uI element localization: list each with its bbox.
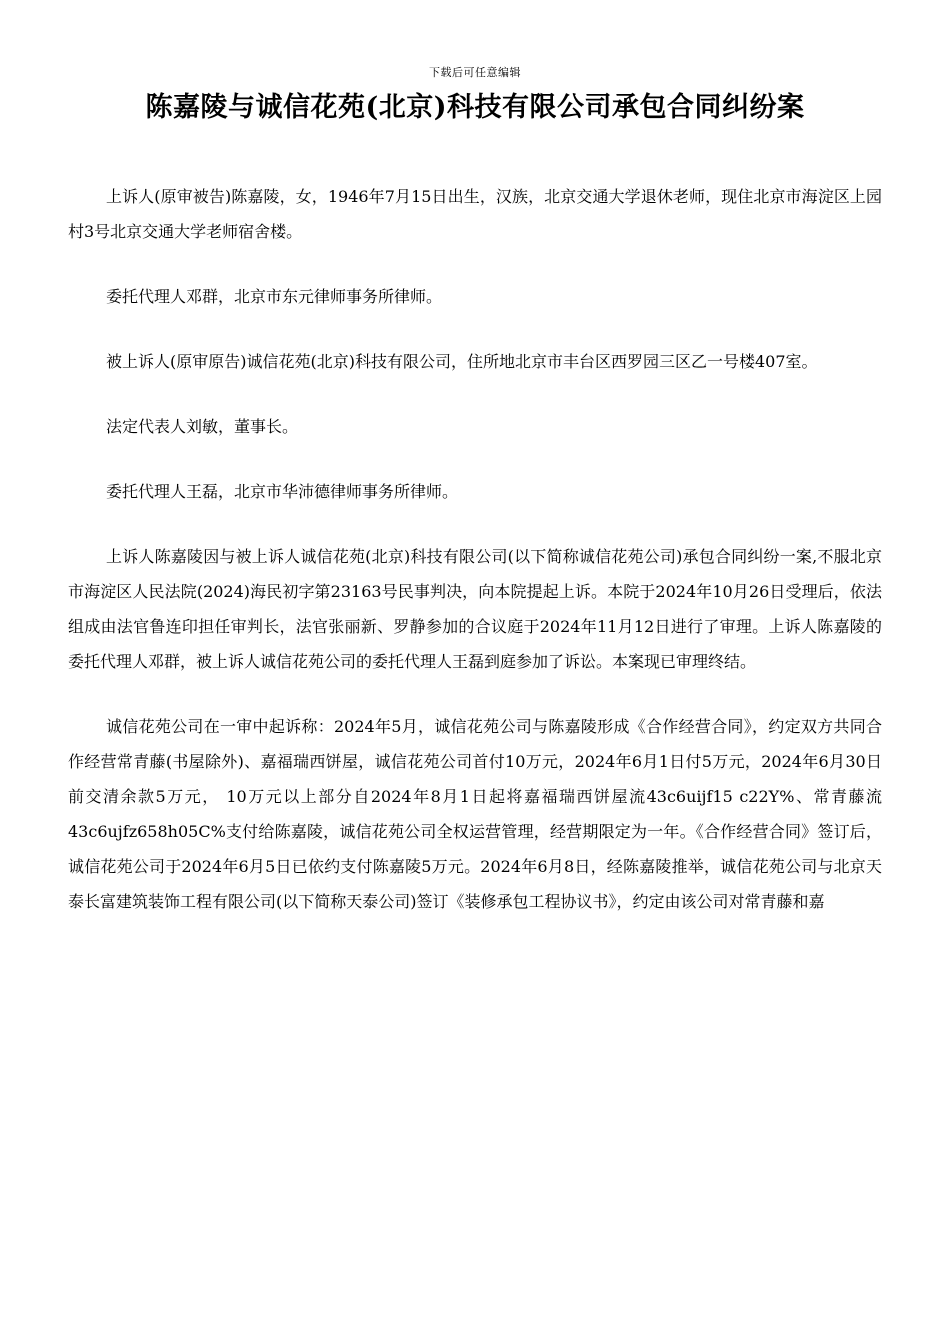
paragraph-legal-representative: 法定代表人刘敏，董事长。: [106, 417, 299, 436]
document-body: [68, 179, 882, 949]
paragraph-first-instance-claim: 诚信花苑公司在一审中起诉称：2024年5月，诚信花苑公司与陈嘉陵形成《合作经营合同》，约定双方共同合作经营常青藤(书屋除外)、嘉福瑞西饼屋，诚信花苑公司首付10万元，2024年6月1日付5万元，2024年6月30日前交清余款5万元， 10万元以上部分自2024年8月1日起将嘉福瑞西饼屋流43c6uijf15 c22Y%、常青藤流43c6ujfz658h05C%支付给陈嘉陵，诚信花苑公司全权运营管理，经营期限定为一年。《合作经营合同》签订后，诚信花苑公司于2024年6月5日已依约支付陈嘉陵5万元。2024年6月8日，经陈嘉陵推举，诚信花苑公司与北京天泰长富建筑装饰工程有限公司(以下简称天泰公司)签订《装修承包工程协议书》，约定由该公司对常青藤和嘉: [68, 717, 882, 911]
paragraph-case-background: 上诉人陈嘉陵因与被上诉人诚信花苑(北京)科技有限公司(以下简称诚信花苑公司)承包合同纠纷一案,不服北京市海淀区人民法院(2024)海民初字第23163号民事判决，向本院提起上诉。本院于2024年10月26日受理后，依法组成由法官鲁连印担任审判长，法官张丽新、罗静参加的合议庭于2024年11月12日进行了审理。上诉人陈嘉陵的委托代理人邓群，被上诉人诚信花苑公司的委托代理人王磊到庭参加了诉讼。本案现已审理终结。: [68, 547, 882, 671]
paragraph-appellant: 上诉人(原审被告)陈嘉陵，女，1946年7月15日出生，汉族，北京交通大学退休老师，现住北京市海淀区上园村3号北京交通大学老师宿舍楼。: [68, 187, 882, 241]
header-note: 下载后可任意编辑: [429, 66, 521, 79]
paragraph-appellee: 被上诉人(原审原告)诚信花苑(北京)科技有限公司，住所地北京市丰台区西罗园三区乙一号楼407室。: [106, 352, 818, 371]
document-title: 陈嘉陵与诚信花苑(北京)科技有限公司承包合同纠纷案: [145, 92, 805, 123]
paragraph-appellant-agent: 委托代理人邓群，北京市东元律师事务所律师。: [106, 287, 443, 306]
paragraph-appellee-agent: 委托代理人王磊，北京市华沛德律师事务所律师。: [106, 482, 459, 501]
